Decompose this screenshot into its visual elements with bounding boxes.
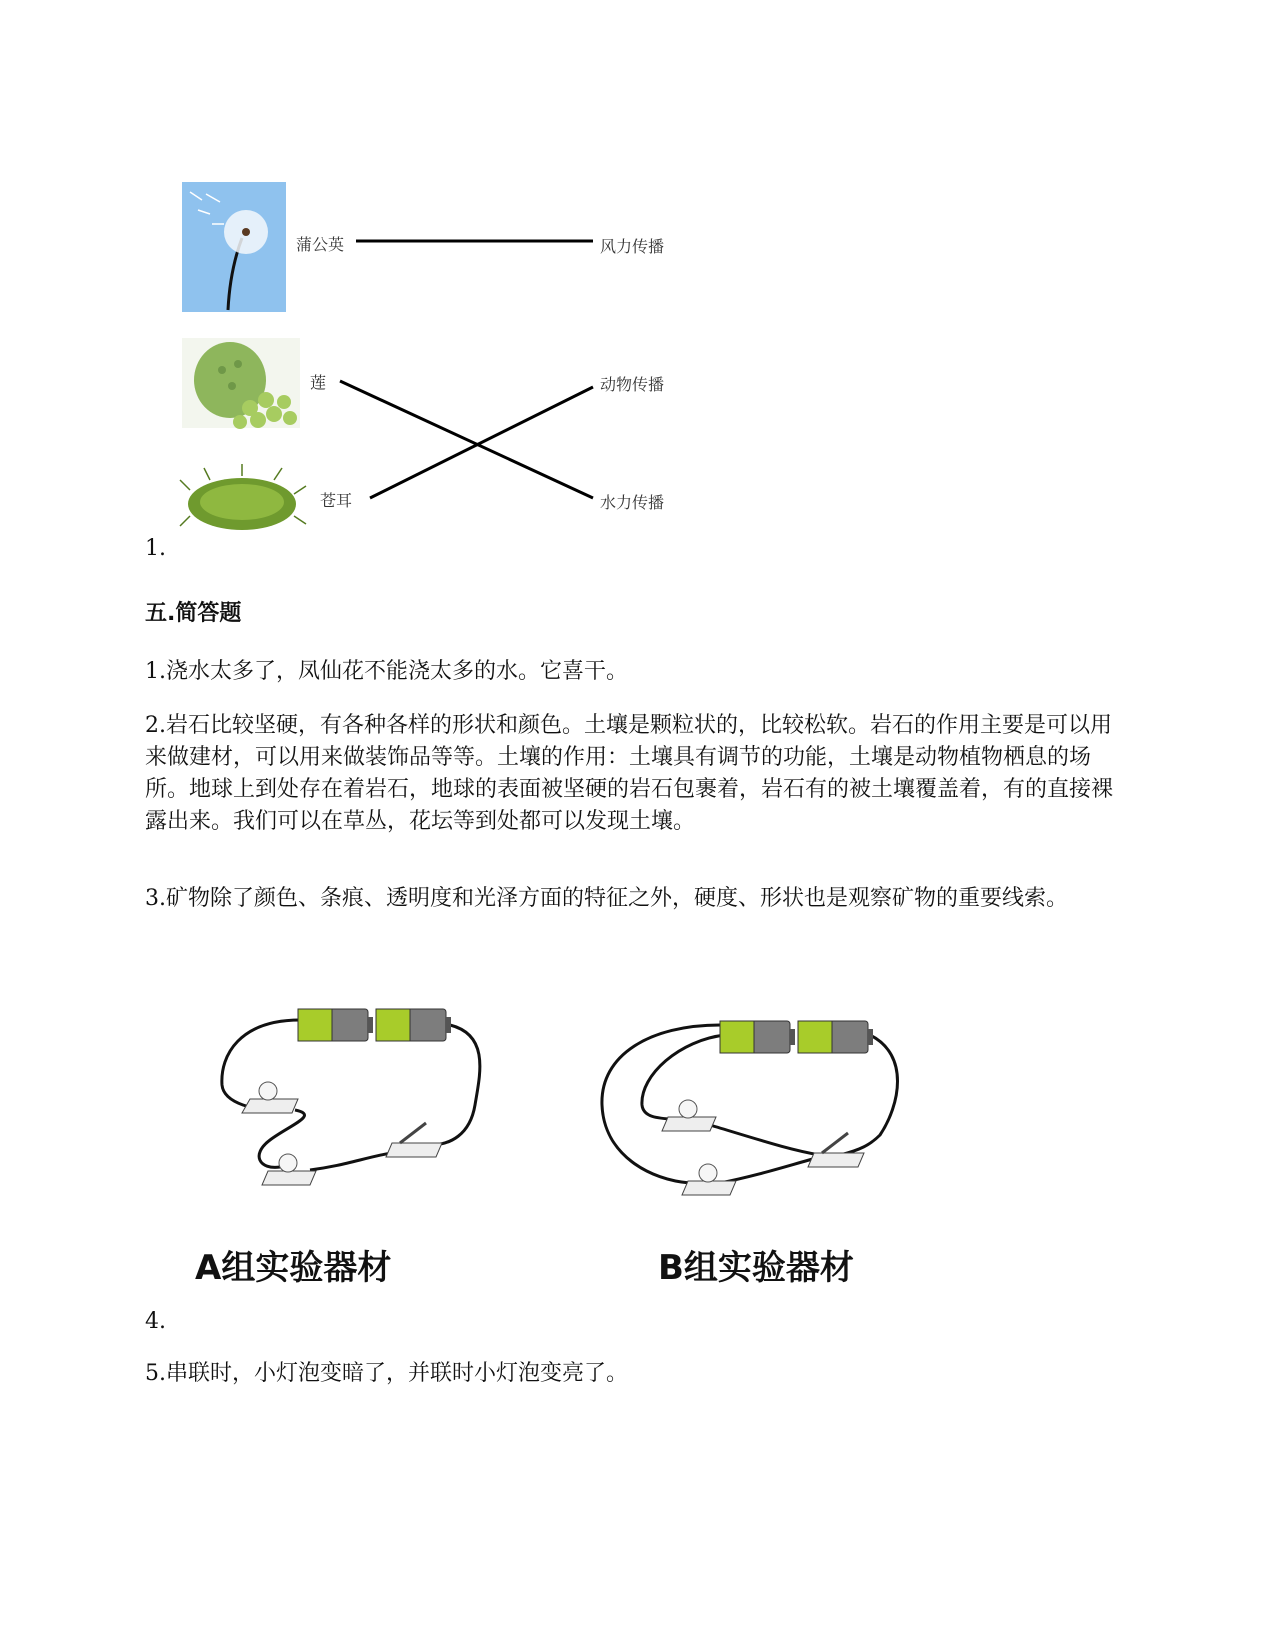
group-a-label: A组实验器材 [195, 1248, 392, 1288]
answer-3: 3.矿物除了颜色、条痕、透明度和光泽方面的特征之外，硬度、形状也是观察矿物的重要线索。 [145, 886, 1068, 911]
cocklebur-image [180, 464, 306, 530]
answer-1: 1.浇水太多了，凤仙花不能浇太多的水。它喜干。 [145, 659, 628, 684]
battery-b1 [720, 1021, 795, 1053]
dandelion-image [182, 182, 286, 312]
answer-2: 2.岩石比较坚硬，有各种各样的形状和颜色。土壤是颗粒状的，比较松软。岩石的作用主要是可以用来做建材，可以用来做装饰品等等。土壤的作用：土壤具有调节的功能，土壤是动物植物栖息的场所。地球上到处存在着岩石，地球的表面被坚硬的岩石包裹着，岩石有的被土壤覆盖着，有的直接裸露出来。我们可以在草丛，花坛等到处都可以发现土壤。 [145, 713, 1114, 834]
battery-a2 [376, 1009, 451, 1041]
plant-label-cocklebur: 苍耳 [320, 491, 353, 510]
bulb-b2 [682, 1164, 736, 1195]
circuit-b [602, 1021, 898, 1195]
switch-a [386, 1123, 442, 1157]
circuit-a [222, 1009, 480, 1185]
bulb-a2 [262, 1154, 316, 1185]
section-title: 五.简答题 [145, 601, 242, 626]
bulb-a1 [242, 1082, 298, 1113]
method-label-water: 水力传播 [600, 493, 665, 512]
method-label-animal: 动物传播 [600, 375, 665, 394]
battery-a1 [298, 1009, 373, 1041]
circuit-figure [180, 995, 940, 1295]
group-b-label: B组实验器材 [658, 1248, 854, 1288]
match-line-lotus-water [340, 381, 593, 498]
plant-label-dandelion: 蒲公英 [296, 235, 345, 254]
bulb-b1 [662, 1100, 716, 1131]
plant-label-lotus: 莲 [310, 373, 327, 392]
answer-4: 4. [145, 1309, 166, 1334]
lotus-image [182, 338, 300, 429]
method-label-wind: 风力传播 [600, 237, 665, 256]
battery-b2 [798, 1021, 873, 1053]
item-number-1: 1. [145, 536, 166, 561]
answer-5: 5.串联时，小灯泡变暗了，并联时小灯泡变亮了。 [145, 1361, 628, 1386]
matching-figure [150, 180, 710, 540]
